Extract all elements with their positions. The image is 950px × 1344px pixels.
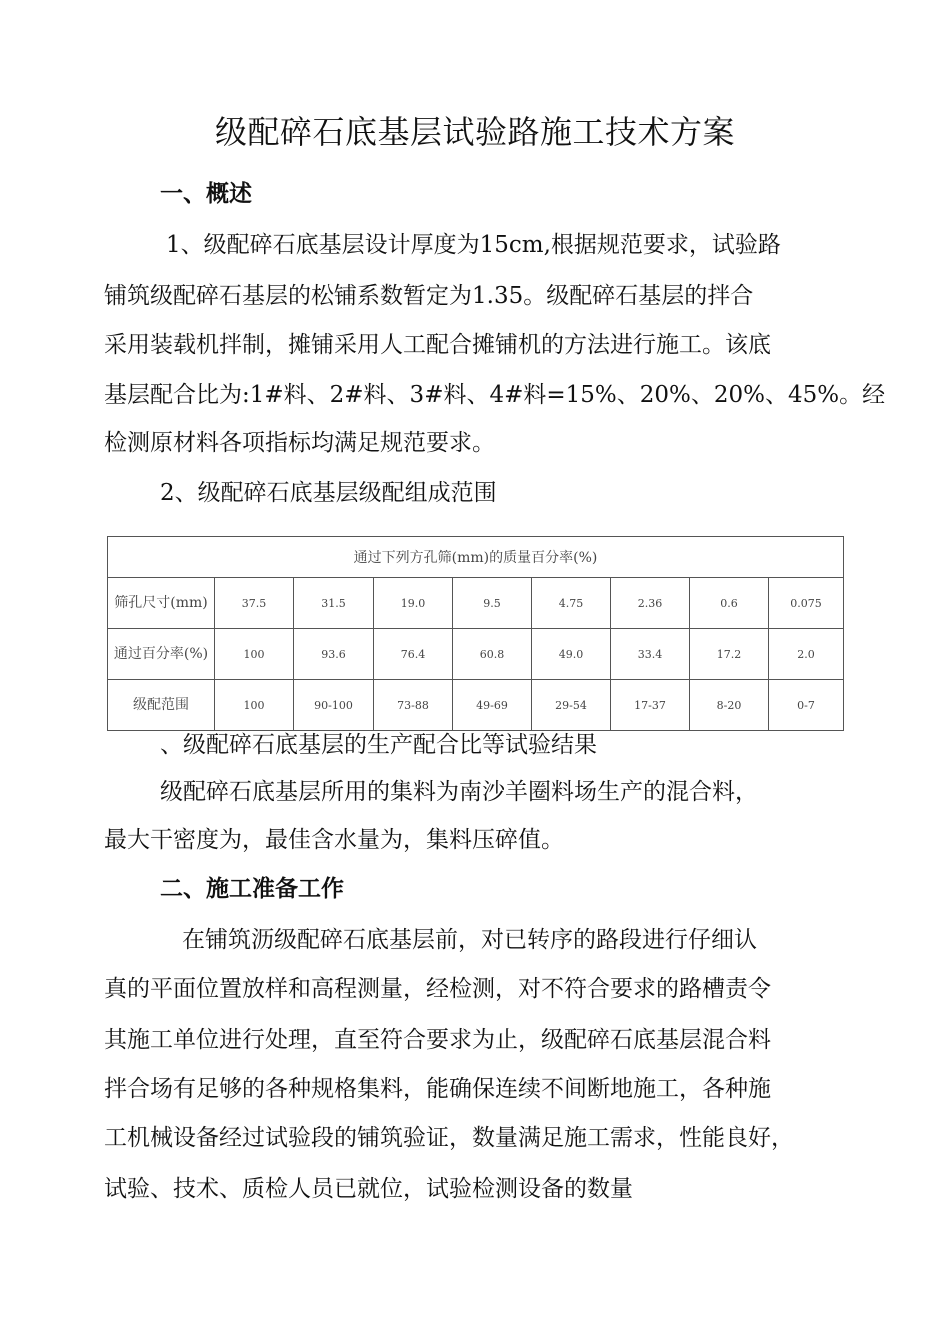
table-cell: 93.6: [294, 629, 374, 680]
section-heading-overview: 一、概述: [160, 180, 252, 207]
gradation-table: [107, 536, 844, 731]
table-cell: 90-100: [294, 680, 374, 731]
table-cell: 17.2: [690, 629, 769, 680]
table-cell: 0.6: [690, 578, 769, 629]
table-cell: 49-69: [453, 680, 532, 731]
table-cell: 9.5: [453, 578, 532, 629]
paragraph-line: 试验、技术、质检人员已就位，试验检测设备的数量: [104, 1176, 633, 1202]
table-cell: 2.36: [611, 578, 690, 629]
table-cell: 29-54: [532, 680, 611, 731]
table-cell: 0.075: [769, 578, 844, 629]
table-cell: 76.4: [374, 629, 453, 680]
table-cell: 37.5: [215, 578, 294, 629]
subheading-mix-results: 、级配碎石底基层的生产配合比等试验结果: [160, 732, 597, 758]
table-row: [108, 629, 844, 680]
table-cell: 60.8: [453, 629, 532, 680]
table-cell: 31.5: [294, 578, 374, 629]
section-heading-preparation: 二、施工准备工作: [160, 875, 344, 902]
paragraph-line: 最大干密度为，最佳含水量为，集料压碎值。: [104, 827, 564, 853]
table-row: [108, 578, 844, 629]
table-cell: 17-37: [611, 680, 690, 731]
table-cell: 100: [215, 629, 294, 680]
paragraph-line: 1、级配碎石底基层设计厚度为15cm,根据规范要求，试验路: [166, 232, 781, 258]
paragraph-line: 在铺筑沥级配碎石底基层前，对已转序的路段进行仔细认: [182, 927, 757, 953]
table-cell: 0-7: [769, 680, 844, 731]
row-header: 通过百分率(%): [108, 629, 215, 680]
table-cell: 8-20: [690, 680, 769, 731]
table-cell: 73-88: [374, 680, 453, 731]
table-cell: 19.0: [374, 578, 453, 629]
table-row: [108, 680, 844, 731]
row-header: 筛孔尺寸(mm): [108, 578, 215, 629]
paragraph-line: 拌合场有足够的各种规格集料，能确保连续不间断地施工，各种施: [104, 1076, 771, 1102]
paragraph-line: 其施工单位进行处理，直至符合要求为止，级配碎石底基层混合料: [104, 1027, 771, 1053]
row-header: 级配范围: [108, 680, 215, 731]
paragraph-line: 铺筑级配碎石基层的松铺系数暂定为1.35。级配碎石基层的拌合: [104, 283, 754, 309]
table-caption: 通过下列方孔筛(mm)的质量百分率(%): [108, 537, 844, 578]
paragraph-line: 工机械设备经过试验段的铺筑验证，数量满足施工需求，性能良好，: [104, 1125, 794, 1151]
table-cell: 100: [215, 680, 294, 731]
table-cell: 49.0: [532, 629, 611, 680]
subheading-gradation-range: 2、级配碎石底基层级配组成范围: [160, 480, 497, 506]
document-title: 级配碎石底基层试验路施工技术方案: [214, 113, 735, 151]
table-cell: 4.75: [532, 578, 611, 629]
paragraph-line: 级配碎石底基层所用的集料为南沙羊圈料场生产的混合料，: [160, 779, 758, 805]
paragraph-line: 基层配合比为:1#料、2#料、3#料、4#料=15%、20%、20%、45%。经: [104, 382, 886, 408]
paragraph-line: 采用装载机拌制，摊铺采用人工配合摊铺机的方法进行施工。该底: [104, 332, 771, 358]
paragraph-line: 检测原材料各项指标均满足规范要求。: [104, 430, 495, 456]
table-cell: 2.0: [769, 629, 844, 680]
table-cell: 33.4: [611, 629, 690, 680]
paragraph-line: 真的平面位置放样和高程测量，经检测，对不符合要求的路槽责令: [104, 976, 771, 1002]
